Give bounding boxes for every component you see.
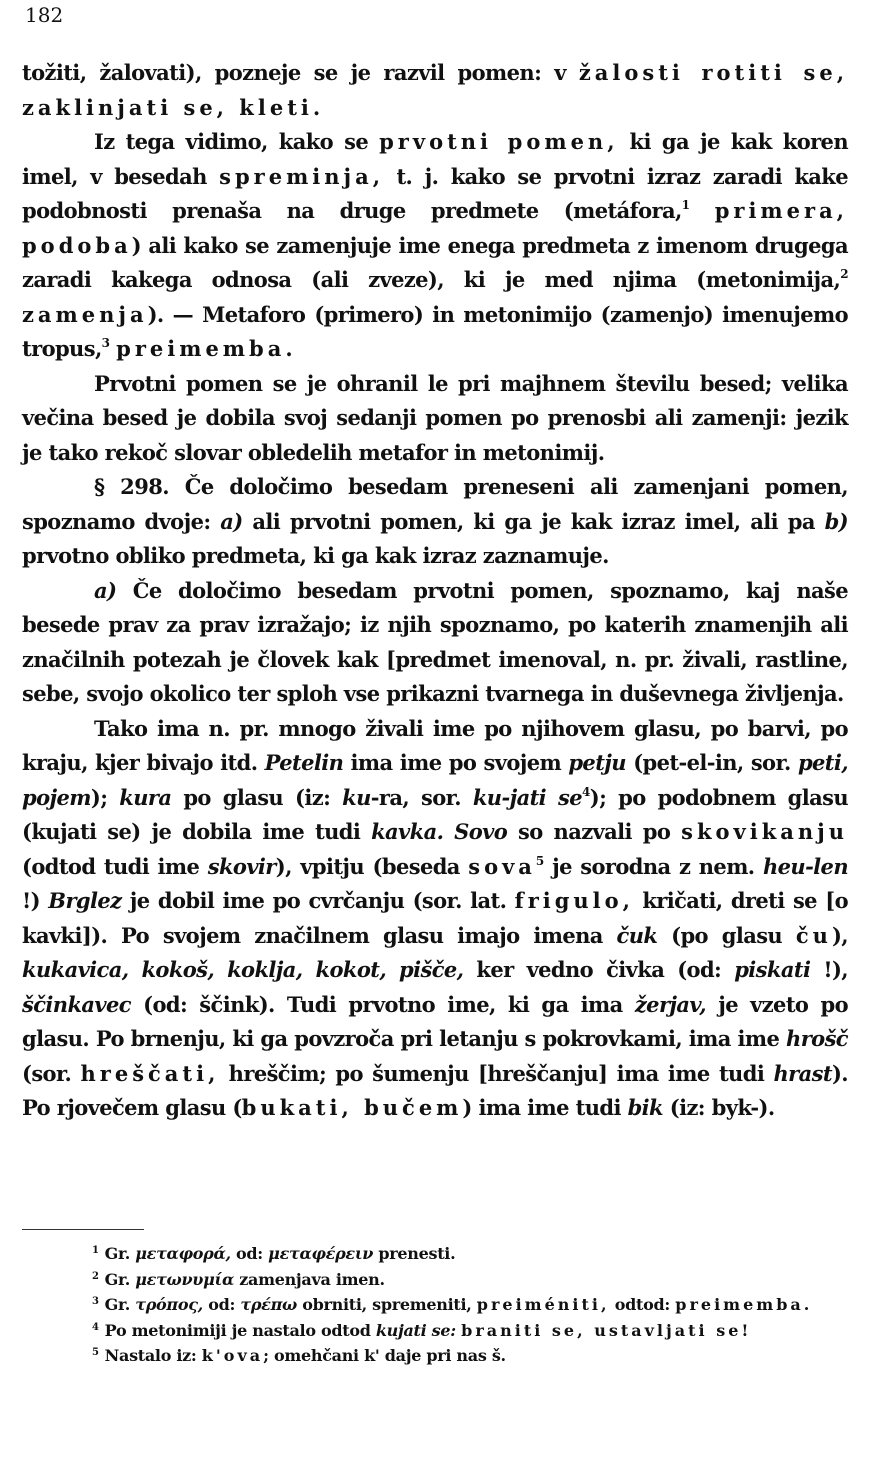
paragraph-continued — [22, 56, 848, 125]
spaced-text: bukati, bučem — [241, 1095, 463, 1120]
text-run: od: — [202, 1295, 241, 1315]
italic-text: čuk — [616, 922, 658, 948]
spaced-text: frigulo, — [514, 888, 634, 913]
text-run: ; omehčani — [263, 1346, 365, 1366]
spaced-text: preiméniti, — [476, 1295, 610, 1315]
text-run: Iz tega vidimo, kako se — [94, 129, 380, 154]
footnote — [22, 1292, 848, 1318]
italic-text: peti, pojem — [22, 750, 848, 810]
greek-word: τρόπος, — [135, 1295, 203, 1315]
text-run: ). — Metaforo (primero) in metonimijo (zamenjo) imenujemo — [147, 301, 848, 327]
paragraph — [22, 574, 848, 712]
page-number: 182 — [25, 3, 64, 27]
text-run: (po glasu — [657, 922, 796, 948]
text-run: hreščim; po šumenju [hreščanju] ima ime tudi — [219, 1060, 774, 1086]
italic-text: hrošč — [786, 1026, 848, 1051]
text-run: so nazvali po — [507, 819, 682, 844]
text-run: ki ga je kak izraz imel, ali pa — [463, 508, 825, 534]
text-run: ki ga kak izraz zaznamuje. — [306, 543, 609, 568]
text-run: Če določimo besedam prvotni pomen, spoznamo, kaj naše besede prav za prav izražajo; iz njih spoznamo, po katerih znamenjih ali značilnih potezah je človek kak [predmet imenoval, n. pr. živali, rastline, sebe, svojo okolico ter sploh vse prikazni tvarnega in duševnega življenja. — [22, 577, 848, 706]
italic-text: ku-jati se — [472, 784, 582, 810]
term: živali — [365, 715, 424, 741]
text-run: ) ima ime tudi — [462, 1095, 628, 1120]
text-run: ime enega predmeta z imenom drugega zaradi kakega odnosa (ali zveze), ki je med njima ( — [22, 232, 848, 292]
footnote — [22, 1343, 848, 1369]
term: prenaša — [172, 198, 262, 223]
spaced-text: braniti se, ustavljati se! — [461, 1320, 752, 1340]
spaced-text: sova — [468, 853, 536, 879]
spaced-text: preimemba. — [675, 1295, 813, 1315]
footnote-ref: 1 — [681, 198, 690, 212]
text-run: tožiti, žalovati), pozneje se je razvil pomen: v — [22, 60, 579, 85]
text-run: (sor. — [22, 1060, 81, 1086]
text-run: t. j. kako se prvotni izraz zaradi kake podobnosti — [22, 163, 848, 223]
text-run: od: — [230, 1244, 269, 1263]
footnote-ref: 5 — [535, 853, 544, 868]
paragraph — [22, 125, 848, 367]
text-run: je dobil ime po cvrčanju (sor. lat. — [121, 888, 515, 913]
spaced-text: spreminja, — [219, 163, 385, 189]
text-run: odtod: — [609, 1295, 676, 1315]
text-run: Prvotni pomen se je ohranil le pri majhnem številu besed; velika večina besed je dobila svoj sedanji pomen po prenosbi ali zamenji: jezik je tako rekoč slovar obledelih metafor in metonimij. — [22, 370, 848, 465]
spaced-text: zamenja — [22, 301, 148, 327]
footnote — [22, 1318, 848, 1344]
text-run: ker vedno čivka (od: — [463, 957, 735, 982]
italic-text: Brglez — [48, 888, 122, 913]
text-run: ime po njihovem glasu, po barvi, po kraju, kjer bivajo itd. — [22, 715, 849, 775]
italic-text: skovir — [207, 853, 276, 879]
term: zamenjuje — [276, 232, 392, 258]
term: tropus, — [22, 336, 102, 361]
text-run: (iz: byk-). — [663, 1095, 775, 1120]
text-run: po glasu (iz: — [171, 784, 343, 810]
footnote-ref: 4 — [581, 784, 590, 799]
italic-text: hrast — [773, 1060, 832, 1086]
italic-text: bik — [627, 1095, 664, 1120]
italic-text: b) — [824, 508, 848, 534]
text-run: !) — [22, 888, 49, 913]
text-run: zamenjava imen. — [233, 1269, 385, 1289]
text-run: prvotno obliko — [22, 543, 192, 568]
paragraph — [22, 367, 848, 471]
italic-text: a) — [220, 508, 243, 534]
spaced-text: skovikanju — [681, 819, 849, 844]
main-text — [22, 56, 848, 1126]
text-run: je sorodna z nem. — [543, 853, 763, 879]
footnote — [22, 1241, 848, 1267]
term: k' — [364, 1346, 380, 1366]
text-run: Po metonimiji je nastalo odtod — [104, 1320, 376, 1340]
text-run: je vzeto po glasu. Po brnenju, ki ga povzroča pri letanju s pokrovkami, ima ime — [22, 991, 848, 1051]
footnote-number: 5 — [92, 1347, 99, 1359]
italic-text: ščinkavec — [22, 991, 131, 1017]
footnote-divider — [22, 1229, 144, 1230]
italic-text: kukavica, kokoš, koklja, kokot, pišče, — [22, 957, 464, 982]
section-number: § 298. — [94, 474, 169, 499]
text-run: -ra, sor. — [370, 784, 473, 810]
greek-word: μεταφορά, — [135, 1244, 231, 1263]
spaced-text: k'ova — [201, 1346, 264, 1366]
footnote-number: 1 — [92, 1245, 99, 1256]
text-run: ) ali kako se — [131, 232, 277, 258]
footnote-number: 3 — [92, 1296, 99, 1308]
text-run: (pet-el-in, sor. — [625, 750, 798, 775]
text-run: ki ga je kak koren imel, v besedah — [22, 129, 848, 189]
text-run: Nastalo iz: — [104, 1346, 202, 1366]
text-run: na druge predmete ( — [261, 198, 574, 223]
footnote-ref: 3 — [101, 336, 110, 350]
footnote-ref: 2 — [840, 267, 848, 281]
text-run: daje pri nas — [379, 1346, 492, 1366]
footnote-number: 2 — [92, 1270, 99, 1282]
italic-text: a) — [94, 577, 117, 603]
italic-text: ku — [342, 784, 371, 810]
greek-word: μετωνυμία — [135, 1269, 234, 1289]
text-run: (odtod tudi ime — [22, 853, 208, 879]
text-run: ); po podobnem glasu (kujati se) je dobila ime tudi — [22, 784, 848, 844]
footnotes — [22, 1241, 848, 1369]
text-run: Gr. — [104, 1244, 136, 1263]
footnote — [22, 1267, 848, 1293]
section-paragraph — [22, 470, 848, 574]
paragraph — [22, 712, 848, 1126]
text-run: ima ime po svojem — [343, 750, 569, 775]
italic-text: kura — [119, 784, 172, 810]
text-run: ali — [242, 508, 290, 534]
italic-text: heu-len — [762, 853, 848, 879]
footnote-number: 4 — [92, 1321, 99, 1333]
italic-text: žerjav, — [634, 991, 707, 1017]
text-run: Gr. — [104, 1269, 136, 1289]
term: š. — [491, 1346, 506, 1366]
italic-text: kujati se: — [375, 1320, 456, 1340]
text-run: ); — [90, 784, 120, 810]
term: metonimija, — [705, 267, 841, 292]
term: metáfora, — [573, 198, 682, 223]
text-run: ), vpitju (beseda — [275, 853, 469, 879]
text-run: Če določimo besedam preneseni ali zamenjani pomen, spoznamo dvoje: — [22, 474, 849, 534]
spaced-text: prvotni pomen, — [379, 129, 619, 154]
italic-text: kavka. Sovo — [371, 819, 508, 844]
spaced-text: ču — [795, 922, 832, 948]
italic-text: piskati — [734, 957, 811, 982]
text-run: (od: ščink). Tudi prvotno ime, ki ga ima — [130, 991, 635, 1017]
text-run: !), — [810, 957, 848, 982]
greek-word: τρέπω — [240, 1295, 297, 1315]
italic-text: petju — [568, 750, 626, 775]
spaced-text: žalosti rotiti se, zaklinjati se, kleti. — [22, 60, 849, 120]
text-run: obrniti, spremeniti, — [296, 1295, 477, 1315]
spaced-text: primera, podoba — [22, 198, 848, 258]
text-run: Gr. — [104, 1295, 136, 1315]
spaced-text: preimemba. — [116, 336, 297, 361]
term: predmeta, — [191, 543, 307, 568]
text-run: kričati, dreti se [o kavki]). Po svojem značilnem glasu imajo imena — [22, 888, 849, 948]
greek-word: μεταφέρειν — [268, 1244, 374, 1263]
spaced-text: hreščati, — [80, 1060, 220, 1086]
text-run: Tako ima n. pr. mnogo — [94, 715, 366, 741]
text-run: ). Po rjovečem glasu ( — [22, 1060, 848, 1120]
italic-text: Petelin — [264, 750, 344, 775]
text-run: prenesti. — [373, 1244, 456, 1263]
text-run: ), — [831, 922, 848, 948]
term: prvotni pomen, — [289, 508, 464, 534]
